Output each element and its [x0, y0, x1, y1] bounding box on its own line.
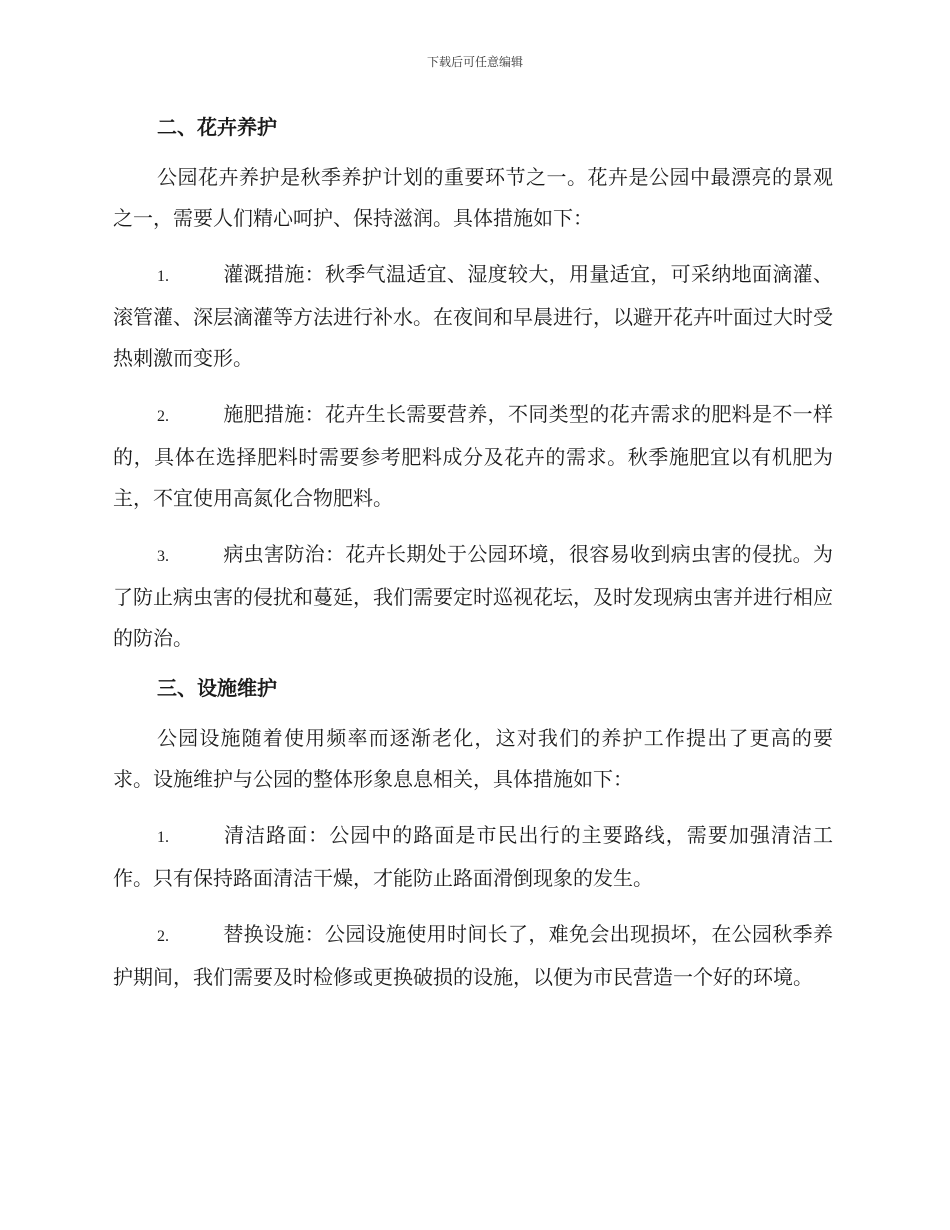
- list-text: 替换设施：公园设施使用时间长了，难免会出现损坏，在公园秋季养护期间，我们需要及时检修或更换破损的设施，以便为市民营造一个好的环境。: [113, 922, 833, 989]
- list-number: 2.: [157, 408, 169, 425]
- list-number: 3.: [157, 548, 169, 565]
- list-item: [113, 815, 833, 899]
- header-note: 下载后可任意编辑: [426, 55, 523, 69]
- list-number: 1.: [157, 829, 169, 846]
- list-number: 1.: [157, 268, 169, 285]
- list-item: [113, 534, 833, 659]
- section-intro-facility-maintenance: 公园设施随着使用频率而逐渐老化，这对我们的养护工作提出了更高的要求。设施维护与公园的整体形象息息相关，具体措施如下：: [113, 726, 833, 791]
- section-heading-flower-care: 二、花卉养护: [157, 115, 277, 139]
- list-item: [113, 254, 833, 379]
- list-text: 病虫害防治：花卉长期处于公园环境，很容易收到病虫害的侵扰。为了防止病虫害的侵扰和蔓延，我们需要定时巡视花坛，及时发现病虫害并进行相应的防治。: [113, 542, 833, 650]
- list-text: 施肥措施：花卉生长需要营养，不同类型的花卉需求的肥料是不一样的，具体在选择肥料时需要参考肥料成分及花卉的需求。秋季施肥宜以有机肥为主，不宜使用高氮化合物肥料。: [113, 402, 833, 510]
- document-body: [113, 113, 833, 998]
- list-item: [113, 394, 833, 519]
- list-item: [113, 914, 833, 998]
- list-number: 2.: [157, 928, 169, 945]
- list-text: 清洁路面：公园中的路面是市民出行的主要路线，需要加强清洁工作。只有保持路面清洁干燥，才能防止路面滑倒现象的发生。: [113, 823, 833, 890]
- list-text: 灌溉措施：秋季气温适宜、湿度较大，用量适宜，可采纳地面滴灌、滚管灌、深层滴灌等方法进行补水。在夜间和早晨进行，以避开花卉叶面过大时受热刺激而变形。: [113, 262, 833, 370]
- section-intro-flower-care: 公园花卉养护是秋季养护计划的重要环节之一。花卉是公园中最漂亮的景观之一，需要人们精心呵护、保持滋润。具体措施如下：: [113, 165, 833, 230]
- section-heading-facility-maintenance: 三、设施维护: [157, 676, 277, 700]
